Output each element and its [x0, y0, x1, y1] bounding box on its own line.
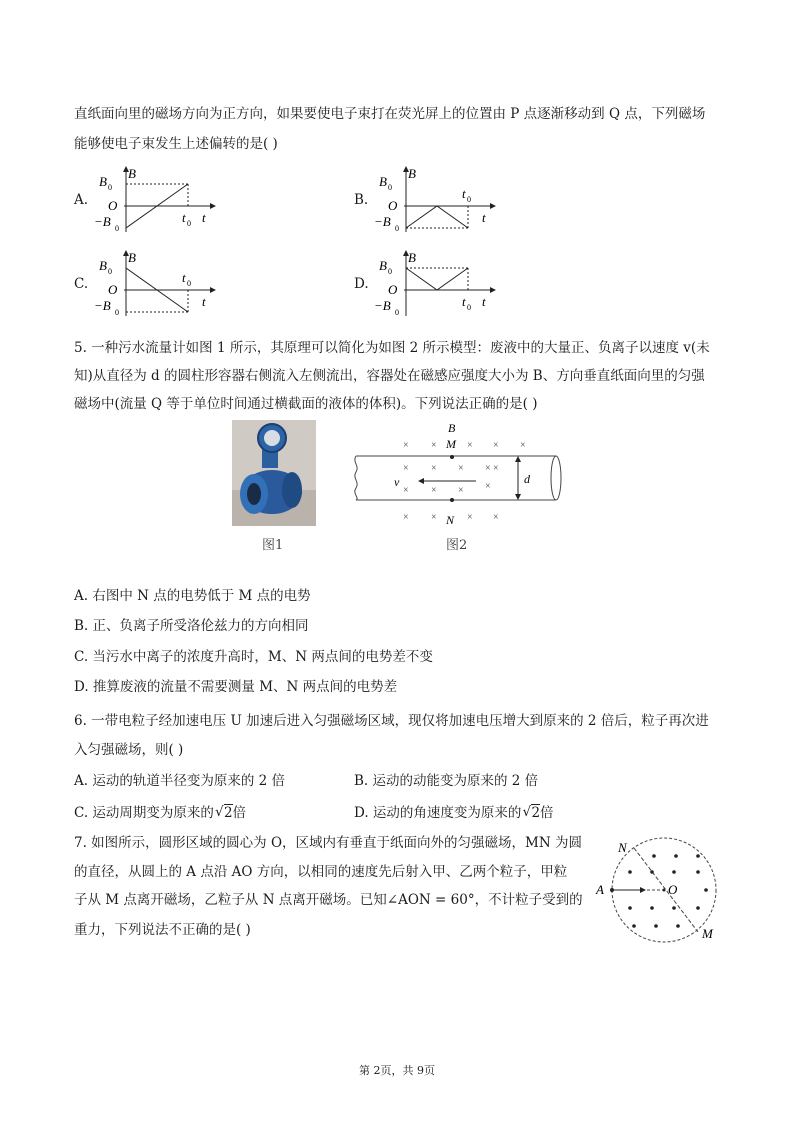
- svg-text:×: ×: [431, 485, 437, 496]
- page-footer: 第 2页，共 9页: [359, 1064, 435, 1077]
- a-point-label: A: [596, 882, 604, 897]
- svg-text:B: B: [408, 250, 416, 265]
- svg-text:×: ×: [467, 440, 473, 451]
- svg-text:O: O: [388, 198, 398, 213]
- q6-option-d: D. 运动的角速度变为原来的 √ 2倍: [354, 804, 554, 821]
- fig2-caption: 图2: [446, 538, 468, 553]
- q5-text-line3: 磁场中(流量 Q 等于单位时间通过横截面的液体的体积)。下列说法正确的是( ): [74, 396, 538, 412]
- svg-text:0: 0: [115, 224, 119, 233]
- q5-option-d: D. 推算废液的流量不需要测量 M、N 两点间的电势差: [74, 679, 398, 695]
- svg-text:0: 0: [395, 308, 399, 317]
- q7-text-line2: 的直径，从圆上的 A 点沿 AO 方向，以相同的速度先后射入甲、乙两个粒子，甲粒: [74, 864, 568, 880]
- svg-text:O: O: [108, 282, 118, 297]
- q6-text-line2: 入匀强磁场，则( ): [74, 742, 184, 758]
- svg-text:B: B: [128, 166, 136, 181]
- svg-text:×: ×: [431, 463, 437, 474]
- q6-option-c: C. 运动周期变为原来的 √ 2倍: [74, 804, 247, 821]
- m-label: M: [446, 437, 456, 451]
- svg-text:t: t: [482, 294, 486, 309]
- svg-text:0: 0: [388, 267, 392, 276]
- svg-text:×: ×: [467, 512, 473, 523]
- svg-text:×: ×: [403, 463, 409, 474]
- q7-text-line4: 重力，下列说法不正确的是( ): [74, 922, 251, 938]
- svg-text:B: B: [128, 250, 136, 265]
- q4-option-a-label: A.: [74, 192, 89, 208]
- svg-text:0: 0: [388, 183, 392, 192]
- svg-text:×: ×: [520, 440, 526, 451]
- q5-option-b: B. 正、负离子所受洛伦兹力的方向相同: [74, 618, 309, 634]
- sqrt-radical: √ 2: [214, 804, 233, 821]
- d-label: d: [524, 472, 530, 486]
- q4-graph-a: [96, 166, 216, 240]
- svg-text:0: 0: [187, 279, 191, 288]
- svg-text:0: 0: [467, 303, 471, 312]
- q4-graph-d: [376, 250, 496, 324]
- svg-text:−B: −B: [94, 298, 111, 313]
- q5-option-c: C. 当污水中离子的浓度升高时，M、N 两点间的电势差不变: [74, 649, 433, 665]
- svg-text:B: B: [99, 258, 107, 273]
- sqrt-radical: √ 2: [522, 804, 541, 821]
- svg-text:×: ×: [493, 463, 499, 474]
- n-point-label: N: [618, 840, 627, 855]
- svg-text:O: O: [108, 198, 118, 213]
- svg-text:×: ×: [403, 440, 409, 451]
- svg-text:t: t: [202, 210, 206, 225]
- q7-text-line1: 7. 如图所示，圆形区域的圆心为 O，区域内有垂直于纸面向外的匀强磁场，MN 为圆: [74, 835, 582, 851]
- svg-text:B: B: [379, 258, 387, 273]
- fig1-caption: 图1: [262, 538, 284, 553]
- q4-text-line2: 能够使电子束发生上述偏转的是( ): [74, 136, 278, 152]
- m-point-label: M: [702, 926, 713, 941]
- svg-text:t: t: [182, 210, 186, 225]
- svg-text:B: B: [408, 166, 416, 181]
- svg-text:0: 0: [467, 195, 471, 204]
- svg-text:×: ×: [431, 440, 437, 451]
- n-label: N: [446, 513, 455, 527]
- v-label: v: [394, 475, 400, 489]
- o-point-label: O: [668, 882, 678, 897]
- svg-text:−B: −B: [374, 214, 391, 229]
- flowmeter-photo: [232, 420, 316, 526]
- pipe-field-diagram: [348, 420, 568, 536]
- q6-option-b: B. 运动的动能变为原来的 2 倍: [354, 773, 539, 789]
- svg-text:×: ×: [403, 512, 409, 523]
- q6-text-line1: 6. 一带电粒子经加速电压 U 加速后进入匀强磁场区域，现仅将加速电压增大到原来的 2 倍后，粒子再次进: [74, 713, 709, 729]
- q6-option-a: A. 运动的轨道半径变为原来的 2 倍: [74, 773, 286, 789]
- svg-text:0: 0: [108, 267, 112, 276]
- svg-text:×: ×: [485, 463, 491, 474]
- svg-text:0: 0: [108, 183, 112, 192]
- b-label: B: [448, 421, 456, 435]
- q4-graph-c: [96, 250, 216, 324]
- q5-text-line1: 5. 一种污水流量计如图 1 所示，其原理可以简化为如图 2 所示模型：废液中的大量正、负离子以速度 v(未: [74, 340, 710, 356]
- svg-text:B: B: [379, 174, 387, 189]
- svg-text:×: ×: [458, 485, 464, 496]
- svg-text:×: ×: [431, 512, 437, 523]
- svg-text:×: ×: [403, 485, 409, 496]
- q5-text-line2: 知)从直径为 d 的圆柱形容器右侧流入左侧流出，容器处在磁感应强度大小为 B、方向垂直纸面向里的匀强: [74, 368, 705, 384]
- svg-text:−B: −B: [94, 214, 111, 229]
- svg-text:×: ×: [493, 512, 499, 523]
- svg-text:×: ×: [485, 481, 491, 492]
- svg-text:O: O: [388, 282, 398, 297]
- svg-text:t: t: [482, 210, 486, 225]
- svg-text:0: 0: [115, 308, 119, 317]
- svg-text:×: ×: [458, 463, 464, 474]
- svg-text:−B: −B: [374, 298, 391, 313]
- svg-text:0: 0: [187, 219, 191, 228]
- q4-graph-b: [376, 166, 496, 240]
- q5-option-a: A. 右图中 N 点的电势低于 M 点的电势: [74, 588, 311, 604]
- svg-text:t: t: [202, 294, 206, 309]
- q4-option-d-label: D.: [354, 276, 369, 292]
- svg-text:t: t: [182, 270, 186, 285]
- svg-text:t: t: [462, 294, 466, 309]
- svg-text:t: t: [462, 186, 466, 201]
- q4-text-line1: 直纸面向里的磁场方向为正方向，如果要使电子束打在荧光屏上的位置由 P 点逐渐移动到 Q 点，下列磁场: [74, 106, 706, 122]
- q7-text-line3: 子从 M 点离开磁场，乙粒子从 N 点离开磁场。已知∠AON = 60°，不计粒子受到的: [74, 892, 583, 908]
- svg-text:×: ×: [493, 440, 499, 451]
- circle-field-diagram: [594, 834, 744, 950]
- q4-option-c-label: C.: [74, 276, 89, 292]
- b0-label: B: [99, 174, 107, 189]
- svg-text:0: 0: [395, 224, 399, 233]
- q4-option-b-label: B.: [354, 192, 369, 208]
